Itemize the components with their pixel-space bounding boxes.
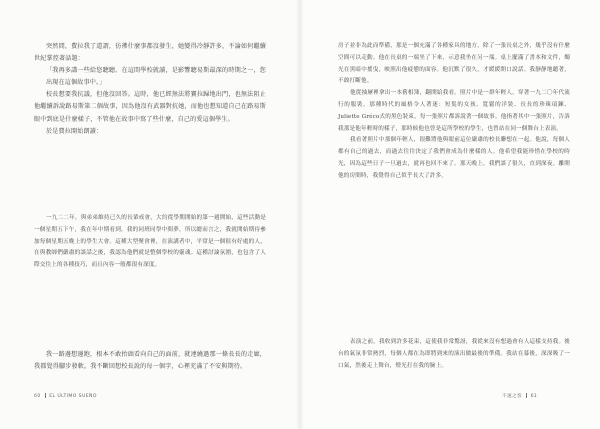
running-title: 不速之客 xyxy=(502,394,522,399)
running-title: EL ÚLTIMO SUEÑO xyxy=(49,394,97,399)
book-gutter xyxy=(296,0,304,429)
left-text-block-2 xyxy=(34,213,266,272)
paragraph: 校長想要我抗議，但他沒回答。這時，他已經無法將寶拉歸地出門，也無法阻止他繼續訴說路易斯第二個故事，因為他沒有武器對抗她，而他也想知道自己在路易斯眼中到底是什麼樣子，不管他在故事中寫了些什麼，自己的愛這個學生。 xyxy=(34,91,266,123)
right-text-block-1 xyxy=(338,41,570,183)
left-footer xyxy=(34,393,97,399)
right-text-block-2 xyxy=(338,337,570,372)
paragraph: 突然間，費拉我了道謂，彷彿什麼事都沒發生，她變得冷靜許多，不論如何繼續世紀掌控著話題： xyxy=(34,43,266,63)
paragraph: 表演之前，我收到許多花束，這使我非常驚訝，我從來沒有想過會有人這樣支持我。後台的氣氛非常熱烈，每個人都在為即將到來的演出做最後的準備。我站在幕後，深深吸了一口氣，然後走上舞台，燈光打在我的臉上。 xyxy=(338,339,570,369)
paragraph: 房子並非為此而準備，那是一個充滿了各種家具的地方，除了一張長桌之外，幾乎沒有什麼空間可以走動。他在長桌的一端坐了下來，示意我坐在另一端。桌上擺滿了書本和文件，燭光在黑暗中搖曳，映照出他疲憊的面容。他沉默了很久，才緩緩開口說話。我靜靜地聽著，不敢打斷他。 xyxy=(338,43,570,85)
paragraph: 我看著照片中那個年輕人，很難將他與眼前這位嚴肅的校長聯想在一起。他說，每個人都有自己的過去，而過去往往決定了我們會成為什麼樣的人。他希望我能珍惜在學校的時光，因為這些日子一旦過去，就再也回不來了。那天晚上，我們談了很久，直到深夜。離開他的房間時，我覺得自己似乎長大了許多。 xyxy=(338,137,570,179)
page-number: 60 xyxy=(34,394,41,399)
paragraph: 一九二二年，與弟弟維持已久的長輩戒會，大約從學期開始的第一週開始，這些活動是一個星期五下午，我在年中期看到，我的同班同學中間夢，所以總而言之，我就開始期待參加每個星期五晚上的學生大會。這種大型聚會裡，在演講者中，平常是一個很有好處的人，在與教師們嚴肅的談話之後，我認為他們就是整個學校的靈魂。這種討論氛圍，也包含了人際交往上的各種技巧，而且內容一般都很有深度。 xyxy=(34,215,266,269)
paragraph: 我一路邊想邊跑，根本不敢抬頭看向自己的面前，就連繞過那一條長長的走廊，我都覺得腳步發軟。我不斷回想校長說的每一個字，心裡充滿了不安與期待。 xyxy=(34,351,266,371)
quote-paragraph: 「我再多講一些給您聽聽。在這間學校就讀，是影響聽易斯最深的時期之一，您出現在這個故事中。」 xyxy=(46,67,266,87)
left-text-block-3 xyxy=(34,349,266,373)
paragraph: 於是費拉開始朗讀： xyxy=(46,127,103,135)
page-number: 61 xyxy=(530,394,538,399)
right-footer xyxy=(502,393,537,399)
paragraph: 他從抽屜裡拿出一本舊相簿，翻開給我看。照片中是一群年輕人，穿著一九二〇年代流行的服裝，那種時代的風格令人著迷：短髮的女孩、寬鬆的洋裝、長長的珍珠項鍊、Juliette Gréco式的黑色裝束，每一張照片都訴說著一個故事。他指著其中一張照片，告訴我那是他年輕時的樣子，那時候他也曾是這所學校的學生，也曾站在同一個舞台上表演。 xyxy=(338,90,570,132)
left-text-block-1 xyxy=(34,41,266,138)
right-page xyxy=(300,0,600,429)
